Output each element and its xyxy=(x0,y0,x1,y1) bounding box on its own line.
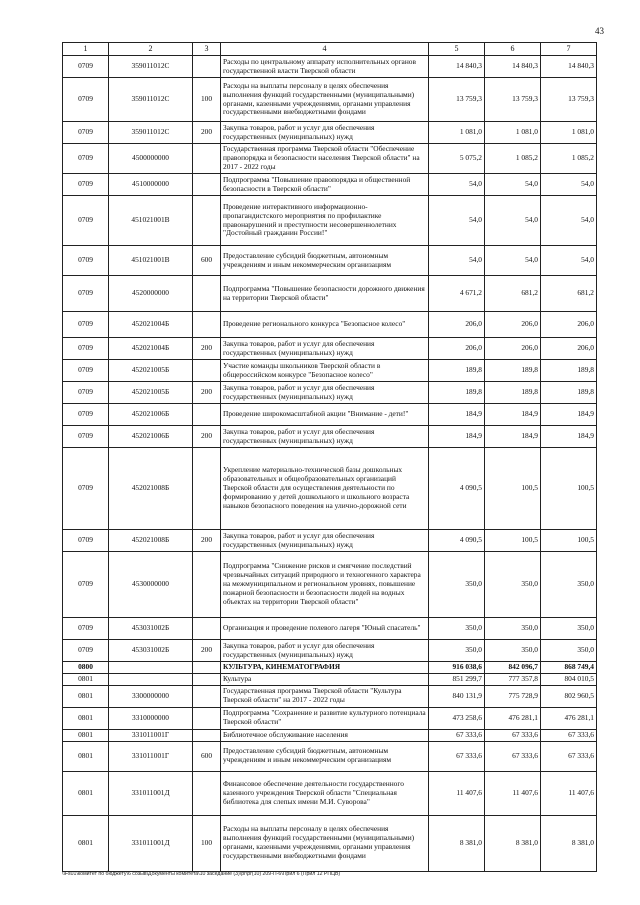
amount-2020-cell: 189,8 xyxy=(429,360,485,382)
expense-type-cell: 600 xyxy=(193,246,221,276)
amount-2021-cell: 189,8 xyxy=(485,382,541,404)
description-cell: Закупка товаров, работ и услуг для обеспечения государственных (муниципальных) нужд xyxy=(221,122,429,144)
table-row xyxy=(63,338,597,360)
target-code-cell: 452021006Б xyxy=(109,426,193,448)
table-row xyxy=(63,78,597,122)
amount-2021-cell: 13 759,3 xyxy=(485,78,541,122)
table-row xyxy=(63,312,597,338)
amount-2021-cell: 1 085,2 xyxy=(485,144,541,174)
section-code-cell: 0709 xyxy=(63,246,109,276)
section-code-cell: 0709 xyxy=(63,448,109,530)
amount-2020-cell: 8 381,0 xyxy=(429,815,485,871)
section-code-cell: 0709 xyxy=(63,426,109,448)
table-row xyxy=(63,530,597,552)
amount-2020-cell: 14 840,3 xyxy=(429,56,485,78)
table-row xyxy=(63,815,597,871)
amount-2022-cell: 54,0 xyxy=(541,174,597,196)
table-row xyxy=(63,707,597,729)
table-row xyxy=(63,729,597,741)
amount-2021-cell: 775 728,9 xyxy=(485,685,541,707)
description-cell: Культура xyxy=(221,673,429,685)
description-cell: Закупка товаров, работ и услуг для обеспечения государственных (муниципальных) нужд xyxy=(221,530,429,552)
expense-type-cell xyxy=(193,360,221,382)
amount-2021-cell: 67 333,6 xyxy=(485,729,541,741)
amount-2020-cell: 206,0 xyxy=(429,338,485,360)
amount-2022-cell: 100,5 xyxy=(541,448,597,530)
section-code-cell: 0709 xyxy=(63,640,109,662)
amount-2020-cell: 473 258,6 xyxy=(429,707,485,729)
target-code-cell: 452021006Б xyxy=(109,404,193,426)
section-code-cell: 0709 xyxy=(63,530,109,552)
amount-2020-cell: 350,0 xyxy=(429,618,485,640)
section-code-cell: 0709 xyxy=(63,144,109,174)
amount-2022-cell: 184,9 xyxy=(541,426,597,448)
amount-2021-cell: 184,9 xyxy=(485,426,541,448)
description-cell: Подпрограмма "Сохранение и развитие культурного потенциала Тверской области" xyxy=(221,707,429,729)
amount-2022-cell: 350,0 xyxy=(541,640,597,662)
target-code-cell: 452021004Б xyxy=(109,338,193,360)
description-cell: Проведение широкомасштабной акции "Внимание - дети!" xyxy=(221,404,429,426)
table-row xyxy=(63,662,597,674)
table-row xyxy=(63,360,597,382)
target-code-cell: 3300000000 xyxy=(109,685,193,707)
amount-2022-cell: 1 081,0 xyxy=(541,122,597,144)
table-row xyxy=(63,673,597,685)
table-row xyxy=(63,771,597,815)
expense-type-cell: 200 xyxy=(193,122,221,144)
table-row xyxy=(63,174,597,196)
description-cell: Расходы на выплаты персоналу в целях обеспечения выполнения функций государственными (муниципальными) органами, казенными учреждениями, органами управления государственными внебюджетными фондами xyxy=(221,78,429,122)
amount-2020-cell: 189,8 xyxy=(429,382,485,404)
amount-2020-cell: 13 759,3 xyxy=(429,78,485,122)
section-code-cell: 0709 xyxy=(63,382,109,404)
description-cell: Расходы на выплаты персоналу в целях обеспечения выполнения функций государственными (муниципальными) органами, казенными учреждениями, органами управления государственными внебюджетными фондами xyxy=(221,815,429,871)
amount-2020-cell: 851 299,7 xyxy=(429,673,485,685)
column-header: 3 xyxy=(193,43,221,56)
target-code-cell: 452021008Б xyxy=(109,448,193,530)
target-code-cell: 452021005Б xyxy=(109,360,193,382)
description-cell: Финансовое обеспечение деятельности государственного казенного учреждения Тверской области "Специальная библиотека для слепых имени М.И. Суворова" xyxy=(221,771,429,815)
expense-type-cell xyxy=(193,685,221,707)
description-cell: Закупка товаров, работ и услуг для обеспечения государственных (муниципальных) нужд xyxy=(221,426,429,448)
amount-2020-cell: 4 090,5 xyxy=(429,530,485,552)
section-code-cell: 0801 xyxy=(63,815,109,871)
description-cell: Библиотечное обслуживание населения xyxy=(221,729,429,741)
column-header: 6 xyxy=(485,43,541,56)
amount-2022-cell: 100,5 xyxy=(541,530,597,552)
amount-2021-cell: 350,0 xyxy=(485,552,541,618)
amount-2022-cell: 681,2 xyxy=(541,276,597,312)
amount-2020-cell: 54,0 xyxy=(429,174,485,196)
expense-type-cell xyxy=(193,662,221,674)
description-cell: Государственная программа Тверской области "Культура Тверской области" на 2017 - 2022 годы xyxy=(221,685,429,707)
description-cell: Подпрограмма "Снижение рисков и смягчение последствий чрезвычайных ситуаций природного и техногенного характера на межмуниципальном и региональном уровнях, повышение пожарной безопасности и безопасности людей на водных объектах на территории Тверской области" xyxy=(221,552,429,618)
table-row xyxy=(63,56,597,78)
amount-2020-cell: 916 038,6 xyxy=(429,662,485,674)
amount-2020-cell: 184,9 xyxy=(429,426,485,448)
description-cell: Участие команды школьников Тверской области в общероссийском конкурсе "Безопасное колесо" xyxy=(221,360,429,382)
description-cell: Расходы по центральному аппарату исполнительных органов государственной власти Тверской области xyxy=(221,56,429,78)
expense-type-cell: 100 xyxy=(193,815,221,871)
amount-2020-cell: 5 075,2 xyxy=(429,144,485,174)
section-code-cell: 0709 xyxy=(63,196,109,246)
target-code-cell: 359011012С xyxy=(109,56,193,78)
target-code-cell: 4510000000 xyxy=(109,174,193,196)
target-code-cell xyxy=(109,673,193,685)
amount-2022-cell: 206,0 xyxy=(541,312,597,338)
amount-2022-cell: 54,0 xyxy=(541,246,597,276)
file-path-footer: \\Fs01\комитет по бюджету\6 созыв\Документы комитета\10 заседание (3)\pr\pr(10) 209-П-6\Прил 6 (Прил 12 РПЦВ) xyxy=(62,871,341,877)
expense-type-cell xyxy=(193,618,221,640)
table-row xyxy=(63,196,597,246)
description-cell: Закупка товаров, работ и услуг для обеспечения государственных (муниципальных) нужд xyxy=(221,338,429,360)
amount-2021-cell: 67 333,6 xyxy=(485,741,541,771)
section-code-cell: 0709 xyxy=(63,552,109,618)
amount-2021-cell: 11 407,6 xyxy=(485,771,541,815)
expense-type-cell: 200 xyxy=(193,426,221,448)
target-code-cell: 452021008Б xyxy=(109,530,193,552)
amount-2021-cell: 189,8 xyxy=(485,360,541,382)
amount-2020-cell: 4 090,5 xyxy=(429,448,485,530)
expense-type-cell: 100 xyxy=(193,78,221,122)
expense-type-cell: 200 xyxy=(193,530,221,552)
section-code-cell: 0709 xyxy=(63,78,109,122)
amount-2021-cell: 777 357,8 xyxy=(485,673,541,685)
column-header: 1 xyxy=(63,43,109,56)
table-row xyxy=(63,552,597,618)
amount-2020-cell: 54,0 xyxy=(429,196,485,246)
amount-2022-cell: 13 759,3 xyxy=(541,78,597,122)
amount-2022-cell: 67 333,6 xyxy=(541,729,597,741)
expense-type-cell xyxy=(193,448,221,530)
section-code-cell: 0709 xyxy=(63,618,109,640)
target-code-cell: 4500000000 xyxy=(109,144,193,174)
description-cell: КУЛЬТУРА, КИНЕМАТОГРАФИЯ xyxy=(221,662,429,674)
target-code-cell: 331011001Д xyxy=(109,771,193,815)
expense-type-cell xyxy=(193,771,221,815)
table-row xyxy=(63,382,597,404)
amount-2021-cell: 100,5 xyxy=(485,530,541,552)
expense-type-cell xyxy=(193,276,221,312)
section-code-cell: 0709 xyxy=(63,174,109,196)
description-cell: Закупка товаров, работ и услуг для обеспечения государственных (муниципальных) нужд xyxy=(221,382,429,404)
column-header: 5 xyxy=(429,43,485,56)
table-row xyxy=(63,144,597,174)
target-code-cell: 453031002Б xyxy=(109,640,193,662)
section-code-cell: 0709 xyxy=(63,312,109,338)
expense-type-cell xyxy=(193,196,221,246)
description-cell: Укрепление материально-технической базы дошкольных образовательных и общеобразовательных организаций Тверской области для осуществления деятельности по формированию у детей дошкольного и школьного возраста навыков безопасного поведения на улично-дорожной сети xyxy=(221,448,429,530)
amount-2022-cell: 868 749,4 xyxy=(541,662,597,674)
amount-2021-cell: 476 281,1 xyxy=(485,707,541,729)
section-code-cell: 0709 xyxy=(63,276,109,312)
section-code-cell: 0801 xyxy=(63,707,109,729)
amount-2020-cell: 840 131,9 xyxy=(429,685,485,707)
target-code-cell xyxy=(109,662,193,674)
expense-type-cell: 600 xyxy=(193,741,221,771)
description-cell: Предоставление субсидий бюджетным, автономным учреждениям и иным некоммерческим организациям xyxy=(221,246,429,276)
amount-2022-cell: 350,0 xyxy=(541,618,597,640)
amount-2021-cell: 100,5 xyxy=(485,448,541,530)
table-row xyxy=(63,276,597,312)
amount-2021-cell: 14 840,3 xyxy=(485,56,541,78)
amount-2020-cell: 54,0 xyxy=(429,246,485,276)
expense-type-cell xyxy=(193,174,221,196)
expense-type-cell xyxy=(193,404,221,426)
target-code-cell: 331011001Г xyxy=(109,741,193,771)
amount-2021-cell: 54,0 xyxy=(485,246,541,276)
table-body xyxy=(63,56,597,872)
section-code-cell: 0801 xyxy=(63,729,109,741)
target-code-cell: 4530000000 xyxy=(109,552,193,618)
description-cell: Организация и проведение полевого лагеря "Юный спасатель" xyxy=(221,618,429,640)
amount-2022-cell: 804 010,5 xyxy=(541,673,597,685)
amount-2020-cell: 11 407,6 xyxy=(429,771,485,815)
column-header: 2 xyxy=(109,43,193,56)
section-code-cell: 0801 xyxy=(63,685,109,707)
target-code-cell: 452021005Б xyxy=(109,382,193,404)
description-cell: Подпрограмма "Повышение правопорядка и общественной безопасности в Тверской области" xyxy=(221,174,429,196)
table-row xyxy=(63,122,597,144)
section-code-cell: 0709 xyxy=(63,404,109,426)
target-code-cell: 452021004Б xyxy=(109,312,193,338)
description-cell: Проведение интерактивного информационно-пропагандистского мероприятия по профилактике правонарушений и преступности несовершеннолетних "Достойный гражданин России!" xyxy=(221,196,429,246)
expense-type-cell xyxy=(193,144,221,174)
table-row xyxy=(63,685,597,707)
amount-2022-cell: 350,0 xyxy=(541,552,597,618)
budget-table xyxy=(62,42,597,872)
table-row xyxy=(63,426,597,448)
expense-type-cell xyxy=(193,729,221,741)
expense-type-cell xyxy=(193,552,221,618)
column-header-row xyxy=(63,43,597,56)
expense-type-cell xyxy=(193,707,221,729)
expense-type-cell xyxy=(193,56,221,78)
amount-2020-cell: 1 081,0 xyxy=(429,122,485,144)
amount-2022-cell: 476 281,1 xyxy=(541,707,597,729)
table-row xyxy=(63,448,597,530)
description-cell: Подпрограмма "Повышение безопасности дорожного движения на территории Тверской области" xyxy=(221,276,429,312)
section-code-cell: 0709 xyxy=(63,338,109,360)
amount-2021-cell: 54,0 xyxy=(485,196,541,246)
expense-type-cell: 200 xyxy=(193,338,221,360)
target-code-cell: 4520000000 xyxy=(109,276,193,312)
target-code-cell: 359011012С xyxy=(109,78,193,122)
target-code-cell: 359011012С xyxy=(109,122,193,144)
amount-2021-cell: 842 096,7 xyxy=(485,662,541,674)
description-cell: Предоставление субсидий бюджетным, автономным учреждениям и иным некоммерческим организациям xyxy=(221,741,429,771)
amount-2022-cell: 206,0 xyxy=(541,338,597,360)
amount-2022-cell: 11 407,6 xyxy=(541,771,597,815)
table-row xyxy=(63,741,597,771)
target-code-cell: 331011001Г xyxy=(109,729,193,741)
amount-2020-cell: 350,0 xyxy=(429,640,485,662)
amount-2022-cell: 54,0 xyxy=(541,196,597,246)
amount-2021-cell: 184,9 xyxy=(485,404,541,426)
amount-2022-cell: 189,8 xyxy=(541,382,597,404)
column-header: 4 xyxy=(221,43,429,56)
amount-2020-cell: 350,0 xyxy=(429,552,485,618)
section-code-cell: 0801 xyxy=(63,771,109,815)
amount-2021-cell: 1 081,0 xyxy=(485,122,541,144)
amount-2020-cell: 67 333,6 xyxy=(429,729,485,741)
expense-type-cell xyxy=(193,312,221,338)
column-header: 7 xyxy=(541,43,597,56)
description-cell: Проведение регионального конкурса "Безопасное колесо" xyxy=(221,312,429,338)
description-cell: Закупка товаров, работ и услуг для обеспечения государственных (муниципальных) нужд xyxy=(221,640,429,662)
section-code-cell: 0709 xyxy=(63,122,109,144)
amount-2020-cell: 206,0 xyxy=(429,312,485,338)
amount-2022-cell: 802 960,5 xyxy=(541,685,597,707)
amount-2022-cell: 67 333,6 xyxy=(541,741,597,771)
expense-type-cell: 200 xyxy=(193,382,221,404)
amount-2021-cell: 54,0 xyxy=(485,174,541,196)
section-code-cell: 0801 xyxy=(63,673,109,685)
amount-2022-cell: 14 840,3 xyxy=(541,56,597,78)
expense-type-cell: 200 xyxy=(193,640,221,662)
target-code-cell: 451021001В xyxy=(109,246,193,276)
page-number: 43 xyxy=(595,26,604,36)
table-row xyxy=(63,246,597,276)
amount-2021-cell: 350,0 xyxy=(485,640,541,662)
amount-2022-cell: 184,9 xyxy=(541,404,597,426)
amount-2021-cell: 206,0 xyxy=(485,338,541,360)
section-code-cell: 0801 xyxy=(63,741,109,771)
section-code-cell: 0800 xyxy=(63,662,109,674)
amount-2021-cell: 206,0 xyxy=(485,312,541,338)
amount-2020-cell: 184,9 xyxy=(429,404,485,426)
target-code-cell: 331011001Д xyxy=(109,815,193,871)
section-code-cell: 0709 xyxy=(63,56,109,78)
description-cell: Государственная программа Тверской области "Обеспечение правопорядка и безопасности населения Тверской области" на 2017 - 2022 годы xyxy=(221,144,429,174)
amount-2021-cell: 350,0 xyxy=(485,618,541,640)
target-code-cell: 451021001В xyxy=(109,196,193,246)
table-row xyxy=(63,618,597,640)
table-row xyxy=(63,404,597,426)
amount-2020-cell: 4 671,2 xyxy=(429,276,485,312)
target-code-cell: 453031002Б xyxy=(109,618,193,640)
amount-2022-cell: 1 085,2 xyxy=(541,144,597,174)
amount-2022-cell: 189,8 xyxy=(541,360,597,382)
amount-2021-cell: 8 381,0 xyxy=(485,815,541,871)
amount-2020-cell: 67 333,6 xyxy=(429,741,485,771)
section-code-cell: 0709 xyxy=(63,360,109,382)
target-code-cell: 3310000000 xyxy=(109,707,193,729)
amount-2022-cell: 8 381,0 xyxy=(541,815,597,871)
amount-2021-cell: 681,2 xyxy=(485,276,541,312)
expense-type-cell xyxy=(193,673,221,685)
table-row xyxy=(63,640,597,662)
